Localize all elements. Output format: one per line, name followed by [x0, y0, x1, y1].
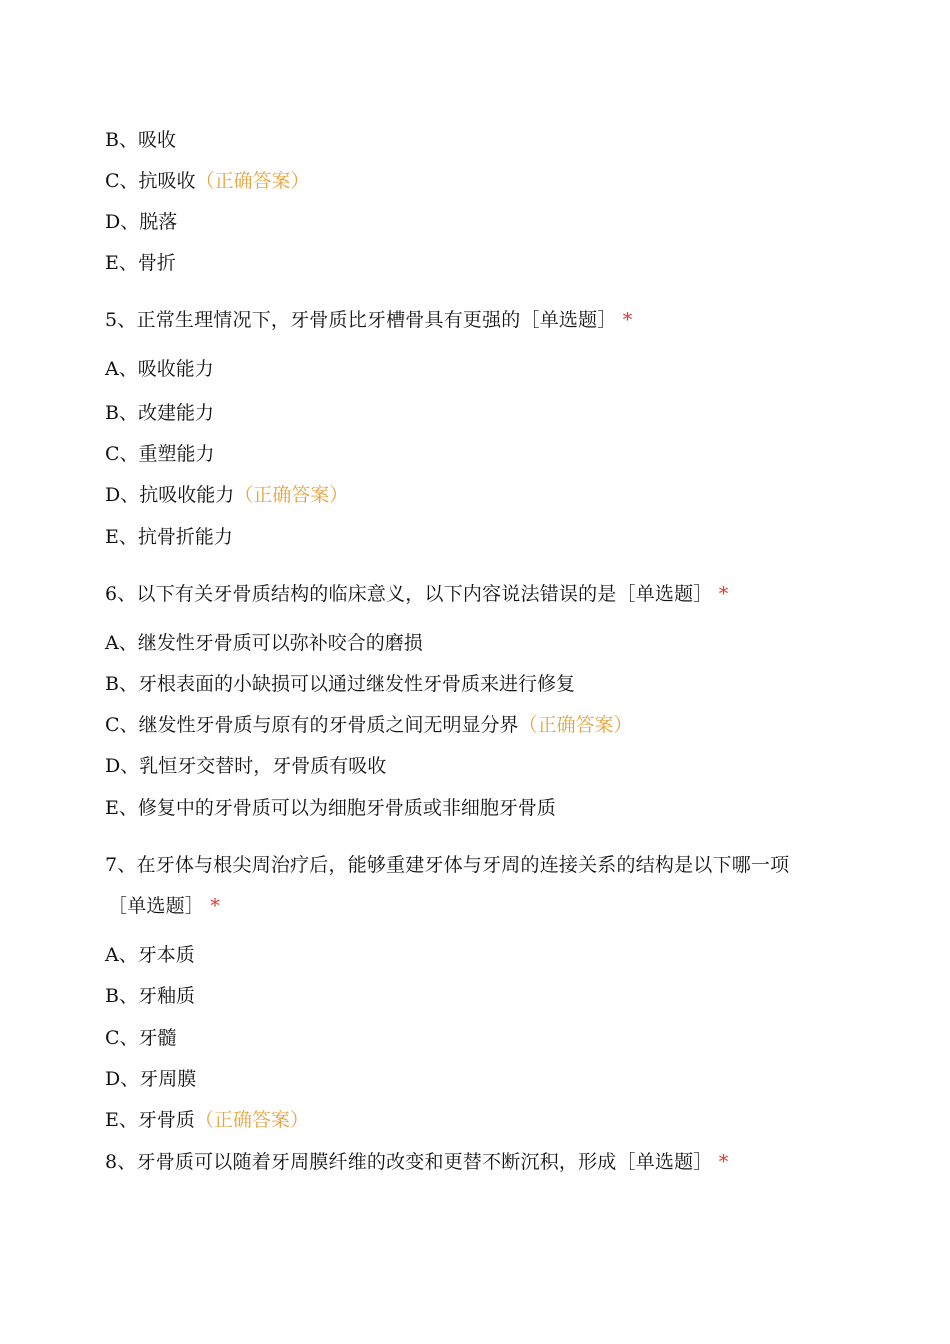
question-text: 7、在牙体与根尖周治疗后，能够重建牙体与牙周的连接关系的结构是以下哪一项 [105, 854, 790, 876]
question-7-type [108, 893, 220, 919]
option-label: E、修复中的牙骨质可以为细胞牙骨质或非细胞牙骨质 [105, 797, 556, 819]
option-d-prev [105, 209, 177, 235]
option-label: D、抗吸收能力 [105, 484, 235, 506]
correct-answer-tag: （正确答案） [195, 170, 310, 192]
q5-option-d [105, 482, 348, 508]
q7-option-a [105, 942, 195, 968]
option-c-prev [105, 168, 310, 194]
q6-option-d [105, 753, 386, 779]
option-e-prev [105, 250, 176, 276]
correct-answer-tag: （正确答案） [518, 714, 633, 736]
option-label: A、吸收能力 [105, 358, 214, 380]
q7-option-b [105, 983, 195, 1009]
option-label: C、抗吸收 [105, 170, 196, 192]
question-7 [105, 852, 789, 878]
q5-option-b [105, 400, 214, 426]
question-type: ［单选题］ [108, 895, 205, 917]
option-label: C、重塑能力 [105, 443, 215, 465]
option-label: B、吸收 [105, 129, 176, 151]
q6-option-e [105, 795, 556, 821]
question-6 [105, 581, 728, 607]
option-label: B、改建能力 [105, 402, 214, 424]
q5-option-a [105, 356, 214, 382]
option-label: D、脱落 [105, 211, 178, 233]
q7-option-c [105, 1025, 177, 1051]
option-label: B、牙根表面的小缺损可以通过继发性牙骨质来进行修复 [105, 673, 575, 695]
option-label: D、乳恒牙交替时，牙骨质有吸收 [105, 755, 387, 777]
required-star: * [718, 583, 729, 605]
question-5 [105, 307, 632, 333]
question-text: 6、以下有关牙骨质结构的临床意义，以下内容说法错误的是［单选题］ [105, 583, 713, 605]
option-label: E、牙骨质 [105, 1109, 195, 1131]
q6-option-b [105, 671, 575, 697]
option-label: E、骨折 [105, 252, 176, 274]
q7-option-e [105, 1107, 309, 1133]
q7-option-d [105, 1066, 196, 1092]
correct-answer-tag: （正确答案） [234, 484, 349, 506]
q5-option-c [105, 441, 215, 467]
option-label: C、牙髓 [105, 1027, 177, 1049]
question-text: 8、牙骨质可以随着牙周膜纤维的改变和更替不断沉积，形成［单选题］ [105, 1151, 713, 1173]
q6-option-c [105, 712, 633, 738]
option-b-prev [105, 127, 176, 153]
required-star: * [210, 895, 220, 917]
correct-answer-tag: （正确答案） [194, 1109, 309, 1131]
option-label: D、牙周膜 [105, 1068, 197, 1090]
option-label: E、抗骨折能力 [105, 526, 233, 548]
question-text: 5、正常生理情况下，牙骨质比牙槽骨具有更强的［单选题］ [105, 309, 617, 331]
required-star: * [622, 309, 633, 331]
option-label: C、继发性牙骨质与原有的牙骨质之间无明显分界 [105, 714, 519, 736]
q6-option-a [105, 630, 423, 656]
q5-option-e [105, 524, 233, 550]
question-8 [105, 1149, 728, 1175]
option-label: A、继发性牙骨质可以弥补咬合的磨损 [105, 632, 423, 654]
option-label: A、牙本质 [105, 944, 195, 966]
option-label: B、牙釉质 [105, 985, 195, 1007]
required-star: * [718, 1151, 729, 1173]
